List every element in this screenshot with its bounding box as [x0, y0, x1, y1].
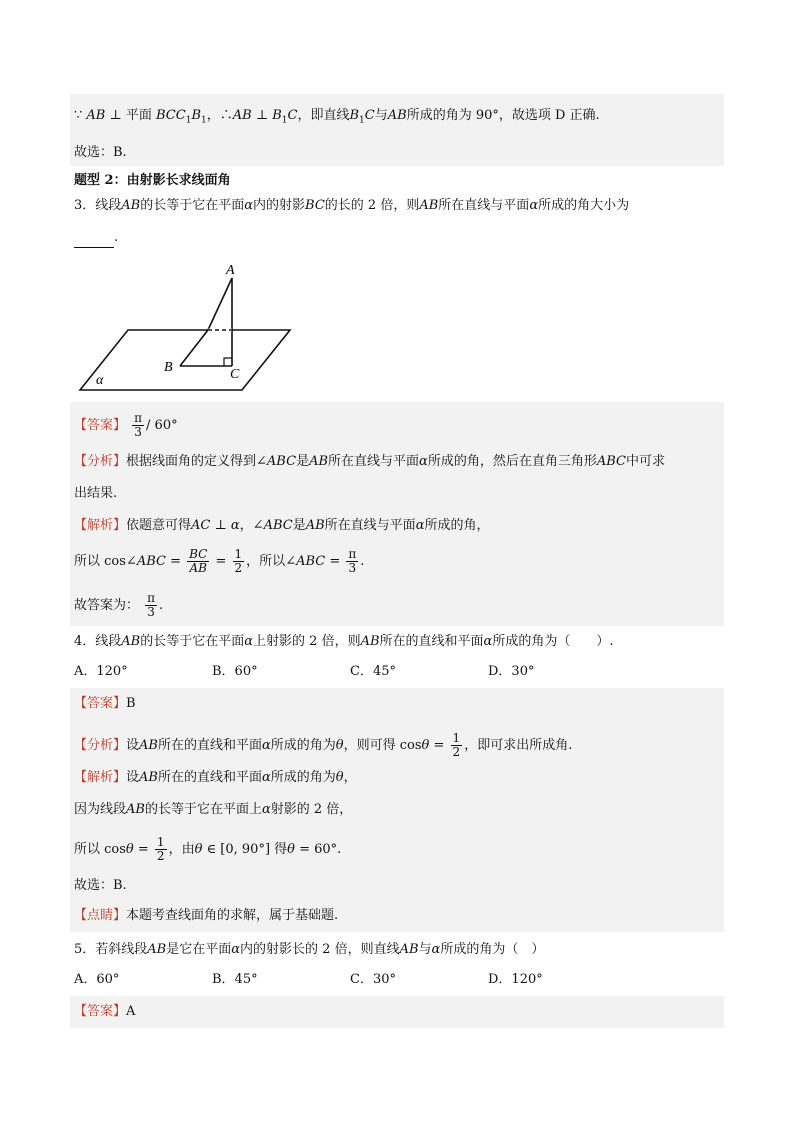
q4-answer: 【答案】B — [74, 696, 136, 711]
q4-comment: 【点睛】本题考查线面角的求解，属于基础题. — [74, 908, 339, 923]
label-a: A — [226, 263, 235, 278]
option-a[interactable]: A．60° — [74, 972, 120, 987]
option-b[interactable]: B．60° — [212, 664, 258, 679]
right-angle-mark — [224, 358, 232, 366]
q3-solution: 【解析】依题意可得AC ⊥ α，∠ABC是AB所在直线与平面α所成的角， — [74, 518, 490, 533]
fraction: $\frac{1}{2}$ — [234, 547, 243, 575]
q4-analysis: 【分析】设AB所在的直线和平面α所成的角为θ，则可得 cosθ = $\frac{1}{2}$ ，即可求出所成角. — [74, 731, 573, 759]
prev-solution-line: ∵ AB ⊥ 平面 $BCC_1B_1$，∴AB ⊥ $B_1C$，即直线$B_1C$与AB所成的角为 90°，故选项 D 正确. — [74, 108, 600, 126]
q3-stem: 3．线段AB的长等于它在平面α内的射影BC的长的 2 倍，则AB所在直线与平面α所成的角大小为 — [74, 198, 630, 213]
q5-answer: 【答案】A — [74, 1004, 136, 1019]
option-b[interactable]: B．45° — [212, 972, 258, 987]
q5-stem: 5．若斜线段AB是它在平面α内的射影长的 2 倍，则直线AB与α所成的角为（ ） — [74, 942, 545, 957]
q3-blank-line: . — [74, 228, 118, 248]
section-title: 题型 2：由射影长求线面角 — [74, 173, 231, 188]
option-d[interactable]: D．120° — [488, 972, 543, 987]
q4-solution-3: 所以 cosθ = $\frac{1}{2}$ ，由θ ∈ [0, 90°] 得θ = 60°. — [74, 835, 342, 863]
q4-stem: 4．线段AB的长等于它在平面α上射影的 2 倍，则AB所在的直线和平面α所成的角为（ ）. — [74, 634, 614, 649]
q4-solution: 【解析】设AB所在的直线和平面α所成的角为θ， — [74, 770, 357, 785]
q3-analysis: 【分析】根据线面角的定义得到∠ABC是AB所在直线与平面α所成的角，然后在直角三角形ABC中可求 — [74, 454, 665, 469]
label-c: C — [230, 367, 240, 382]
fraction: $\frac{BC}{AB}$ — [189, 547, 208, 575]
q5-answer-block — [70, 996, 724, 1028]
segment-ab-lower — [180, 330, 208, 366]
label-alpha: α — [96, 373, 104, 388]
q3-final: 故答案为： $\frac{\pi}{3}$ . — [74, 591, 164, 619]
q3-solution-eq: 所以 cos∠ABC = $\frac{BC}{AB}$ = $\frac{1}{2}$ ，所以∠ABC = $\frac{\pi}{3}$ . — [74, 547, 365, 575]
option-c[interactable]: C．30° — [350, 972, 396, 987]
projection-diagram — [76, 260, 296, 396]
segment-ab-upper — [208, 278, 232, 330]
option-d[interactable]: D．30° — [488, 664, 535, 679]
fraction: $\frac{\pi}{3}$ — [348, 547, 357, 575]
prev-solution-choice: 故选：B. — [74, 145, 127, 160]
q4-choice: 故选：B. — [74, 878, 127, 893]
fraction: $\frac{1}{2}$ — [452, 731, 461, 759]
answer-blank — [74, 233, 114, 248]
q4-solution-2: 因为线段AB的长等于它在平面上α射影的 2 倍， — [74, 802, 353, 817]
q5-options — [74, 970, 543, 990]
q3-analysis-cont: 出结果. — [74, 486, 118, 501]
option-a[interactable]: A．120° — [74, 664, 128, 679]
fraction: $\frac{\pi}{3}$ — [147, 591, 156, 619]
option-c[interactable]: C．45° — [350, 664, 396, 679]
label-b: B — [164, 360, 173, 375]
q3-answer: 【答案】 $\frac{\pi}{3}$ / 60° — [74, 411, 178, 439]
fraction: $\frac{\pi}{3}$ — [134, 411, 143, 439]
q4-options — [74, 662, 534, 682]
fraction: $\frac{1}{2}$ — [156, 835, 165, 863]
